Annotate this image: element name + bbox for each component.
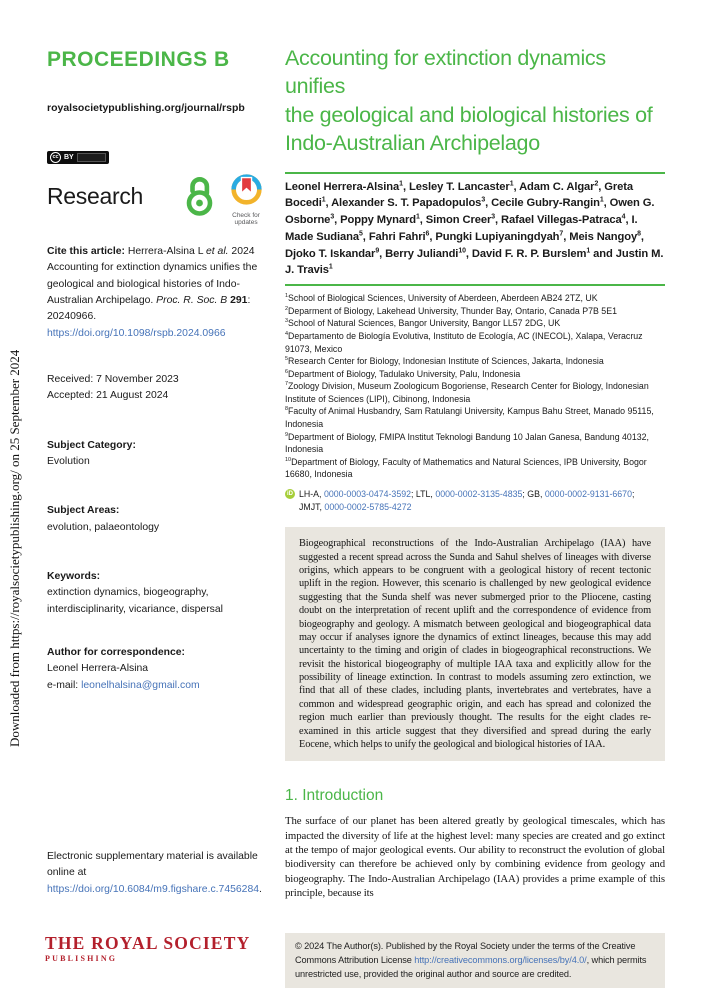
- subject-areas-value: evolution, palaeontology: [47, 521, 160, 533]
- affiliation: $^2$Deparment of Biology, Lakehead University, Thunder Bay, Ontario, Canada P7B 5E1: [285, 305, 617, 316]
- keywords-value: extinction dynamics, biogeography, interdisciplinarity, vicariance, dispersal: [47, 587, 223, 615]
- author-name: Greta Bocedi$^1$: [285, 180, 633, 210]
- author-name: Justin M. J. Travis$^1$: [285, 247, 664, 277]
- author-name: Leonel Herrera-Alsina$^1$: [285, 179, 403, 193]
- abstract: Biogeographical reconstructions of the Indo-Australian Archipelago (IAA) have suggested a recent spread across the Sunda and Sahul shelves of lineages with diverse origins, which appears to be congruent with a geological history of recent tectonic uplift in the region. However, this scenario is challenged by new geological evidence suggesting that the Sunda shelf was never submerged prior to the Pliocene, casting doubt on the interpretation of recent uplift and the correspondence of evidence from biogeography and geology. A mismatch between geological and biogeographical data may occur if analyses ignore the dynamics of extinct lineages, because this may add uncertainty to the timing and origin of clades in biogeographical reconstructions. We revisit the historical biogeography of multiple IAA taxa and explicitly allow for the possibility of lineage extinction. In contrast to models assuming zero extinction, we find that all of these clades, including plants, invertebrates and vertebrates, have a common and widespread geographic origin, and each has spread and colonized the region much earlier than previously thought. The results for the eight clades re-examined in this article suggest that they diversified and spread during the early Eocene, which helps to unify the geological and biological histories of IAA.: [285, 527, 665, 761]
- orcid-initials: JMJT,: [299, 502, 325, 513]
- check-for-updates-icon: [230, 173, 263, 206]
- affiliation: $^3$School of Natural Sciences, Bangor University, Bangor LL57 2DG, UK: [285, 318, 561, 329]
- affiliation: $^9$Department of Biology, FMIPA Institut Teknologi Bandung 10 Jalan Ganesa, Bandung 40132, Indonesia: [285, 431, 649, 455]
- green-rule-top: [285, 172, 665, 174]
- author-name: Adam C. Algar$^2$: [519, 179, 599, 193]
- orcid-initials: LH-A,: [299, 488, 324, 499]
- author-name: Poppy Mynard$^1$: [340, 213, 420, 227]
- cite-lead: Cite this article:: [47, 245, 128, 257]
- check-for-updates-badge[interactable]: [224, 173, 268, 227]
- journal-logo: PROCEEDINGS B: [47, 48, 230, 71]
- affiliation: $^{10}$Department of Biology, Faculty of Mathematics and Natural Sciences, IPB University, Bogor 16680, Indonesia: [285, 456, 647, 480]
- orcid-initials: LTL,: [415, 488, 436, 499]
- article-column: [285, 44, 665, 900]
- article-type-label: Research: [47, 183, 144, 209]
- cc-icon: cc: [50, 152, 61, 163]
- subject-category: [47, 438, 271, 471]
- cc-badge-bar: [77, 153, 106, 162]
- affiliation: $^7$Zoology Division, Museum Zoologicum Bogoriense, Research Center for Biology, Indonesian Institute of Sciences (LIPI), Cibinong, Indonesia: [285, 381, 649, 404]
- orcid-id-link[interactable]: 0000-0002-3135-4835: [435, 488, 523, 499]
- affiliation: $^4$Departamento de Biología Evolutiva, Instituto de Ecología, AC (INECOL), Xalapa, Veracruz 91073, Mexico: [285, 331, 643, 354]
- download-watermark: Downloaded from https://royalsocietypublishing.org/ on 25 September 2024: [7, 349, 22, 747]
- author-name: Simon Creer$^3$: [425, 213, 495, 227]
- accepted-date: Accepted: 21 August 2024: [47, 390, 169, 402]
- check-for-updates-text: Check for updates: [232, 212, 260, 227]
- author-name: Berry Juliandi$^{10}$: [385, 246, 466, 260]
- subject-category-label: Subject Category:: [47, 439, 136, 451]
- author-name: Cecile Gubry-Rangin$^1$: [491, 196, 604, 210]
- affiliation: $^6$Department of Biology, Tadulako University, Palu, Indonesia: [285, 368, 521, 379]
- orcid-id-link[interactable]: 0000-0002-5785-4272: [324, 502, 412, 513]
- publisher-logo: [45, 933, 251, 963]
- author-name: Alexander S. T. Papadopulos$^3$: [331, 196, 486, 210]
- keywords: [47, 569, 271, 618]
- history-dates: [47, 372, 271, 405]
- author-name: Pungki Lupiyaningdyah$^7$: [435, 230, 564, 243]
- etal: et al.: [206, 245, 229, 257]
- author-name: I. Made Sudiana$^5$: [285, 214, 638, 243]
- affiliation: $^5$Research Center for Biology, Indonesian Institute of Sciences, Jakarta, Indonesia: [285, 356, 604, 367]
- email-link[interactable]: leonelhalsina@gmail.com: [81, 679, 200, 691]
- introduction-paragraph: The surface of our planet has been altered greatly by geological timescales, which has impacted the diversity of life at the highest level: many species are created and go extinct at the tempo of major geological events. Our ability to reconstruct the evolution of global biodiversity can therefore be achieved only by combining evidence from geology and biogeography. The Indo-Australian Archipelago (IAA) provides a prime example of this principle, because its: [285, 815, 665, 900]
- cite-journal: Proc. R. Soc. B: [156, 294, 231, 306]
- citation-block: Cite this article: Herrera-Alsina L et al. 2024 Accounting for extinction dynamics unifies the geological and biological histories of Indo-Australian Archipelago. Proc. R. Soc. B 291: 20240966. https://doi.org/10.1098/rspb.2024.0966: [47, 245, 258, 339]
- subject-areas: [47, 503, 271, 536]
- author-name: Lesley T. Lancaster$^1$: [408, 179, 514, 193]
- cite-volume: 291: [230, 294, 248, 306]
- affiliation: $^1$School of Biological Sciences, University of Aberdeen, Aberdeen AB24 2TZ, UK: [285, 293, 598, 304]
- cc-by-label: BY: [64, 154, 74, 161]
- research-row: [47, 173, 271, 227]
- correspondence: [47, 645, 271, 694]
- article-title: Accounting for extinction dynamics unifies the geological and biological histories of Indo-Australian Archipelago: [285, 46, 653, 156]
- author-name: Djoko T. Iskandar$^9$: [285, 246, 380, 260]
- affiliation: $^8$Faculty of Animal Husbandry, Sam Ratulangi University, Kampus Bahu Street, Manado 95115, Indonesia: [285, 406, 654, 430]
- cc-license-link[interactable]: http://creativecommons.org/licenses/by/4.0/: [414, 954, 587, 965]
- author-name: Meis Nangoy$^8$: [569, 230, 641, 243]
- orcid-row: [285, 488, 637, 514]
- received-date: Received: 7 November 2023: [47, 373, 179, 385]
- keywords-label: Keywords:: [47, 570, 101, 582]
- subject-areas-label: Subject Areas:: [47, 505, 120, 517]
- publisher-name: THE ROYAL SOCIETY: [45, 933, 251, 953]
- doi-link[interactable]: https://doi.org/10.1098/rspb.2024.0966: [47, 327, 226, 339]
- section-heading-introduction: 1. Introduction: [285, 787, 384, 805]
- affiliation-list: [285, 292, 665, 481]
- open-access-icon: [183, 173, 216, 223]
- supplementary-note: Electronic supplementary material is available online at https://doi.org/10.6084/m9.figshare.c.7456284.: [47, 851, 262, 895]
- orcid-initials: GB,: [527, 488, 545, 499]
- author-name: Fahri Fahri$^6$: [368, 230, 430, 243]
- author-name: Owen G. Osborne$^3$: [285, 197, 655, 227]
- author-name: David F. R. P. Burslem$^1$: [471, 246, 591, 260]
- green-rule-bottom: [285, 284, 665, 286]
- subject-category-value: Evolution: [47, 455, 90, 467]
- copyright-footer: © 2024 The Author(s). Published by the Royal Society under the terms of the Creative Commons Attribution License http://creativecommons.org/licenses/by/4.0/, which permits unrestricted use, provided the original author and source are credited.: [285, 933, 665, 988]
- orcid-list: LH-A, 0000-0003-0474-3592; LTL, 0000-0002-3135-4835; GB, 0000-0002-9131-6670; JMJT, 0000-0002-5785-4272: [299, 488, 635, 513]
- journal-url: royalsocietypublishing.org/journal/rspb: [47, 102, 245, 114]
- author-name: Rafael Villegas-Patraca$^4$: [501, 213, 626, 227]
- orcid-id-link[interactable]: 0000-0002-9131-6670: [544, 488, 632, 499]
- correspondence-name: Leonel Herrera-Alsina: [47, 663, 149, 675]
- orcid-id-link[interactable]: 0000-0003-0474-3592: [323, 488, 412, 499]
- orcid-icon: iD: [287, 490, 293, 497]
- figshare-link[interactable]: https://doi.org/10.6084/m9.figshare.c.7456284: [47, 883, 259, 895]
- correspondence-label: Author for correspondence:: [47, 646, 185, 658]
- publisher-subtitle: PUBLISHING: [45, 954, 118, 963]
- cc-by-badge[interactable]: [47, 151, 109, 164]
- author-list: Leonel Herrera-Alsina$^1$, Lesley T. Lancaster$^1$, Adam C. Algar$^2$, Greta Bocedi$^1$, Alexander S. T. Papadopulos$^3$, Cecile Gubry-Rangin$^1$, Owen G. Osborne$^3$, Poppy Mynard$^1$, Simon Creer$^3$, Rafael Villegas-Patraca$^4$, I. Made Sudiana$^5$, Fahri Fahri$^6$, Pungki Lupiyaningdyah$^7$, Meis Nangoy$^8$, Djoko T. Iskandar$^9$, Berry Juliandi$^{10}$, David F. R. P. Burslem$^1$ and Justin M. J. Travis$^1$: [285, 179, 664, 277]
- left-sidebar: [47, 48, 271, 694]
- email-label: e-mail:: [47, 679, 82, 691]
